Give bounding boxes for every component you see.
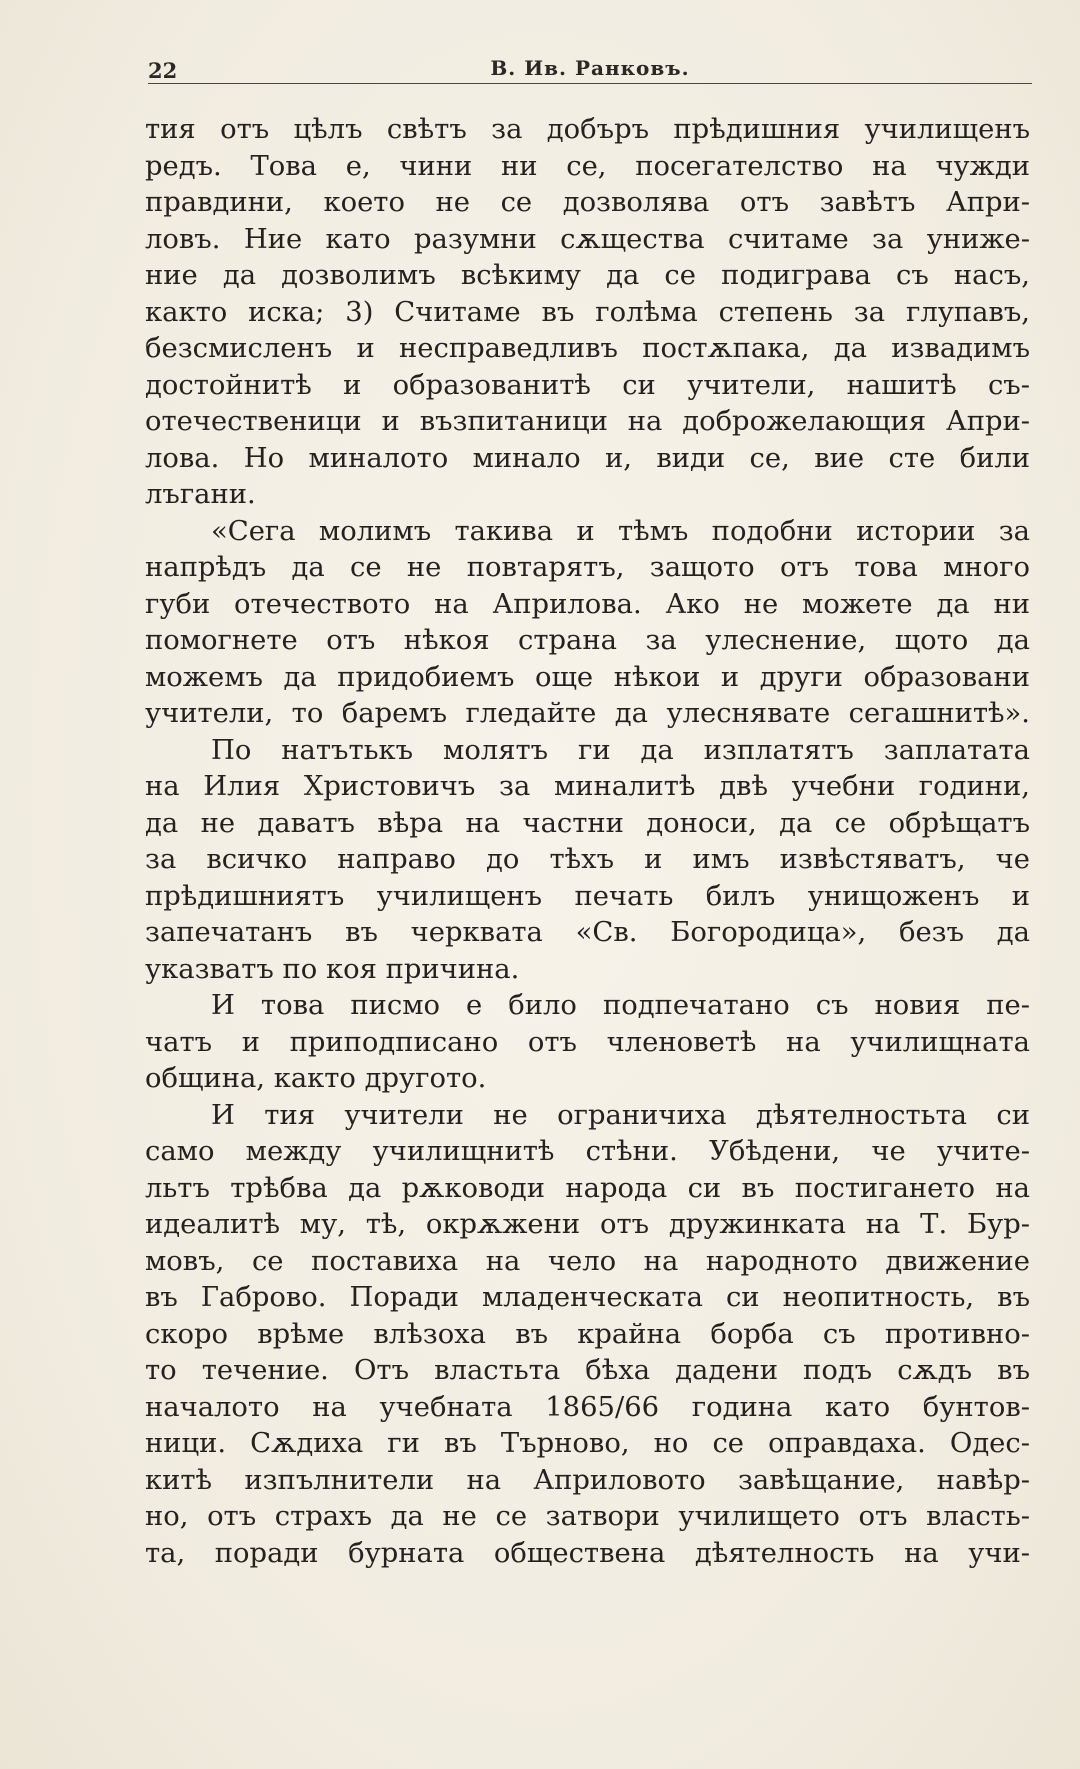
text-line: лова. Но миналото минало и, види се, вие сте били xyxy=(145,442,1030,474)
text-line: «Сега молимъ такива и тѣмъ подобни истории за xyxy=(211,515,1030,547)
running-head: В. Ив. Ранковъ. xyxy=(490,56,690,80)
text-line: китѣ изпълнители на Априловото завѣщание, навѣр- xyxy=(145,1464,1030,1496)
text-line: прѣдишниятъ училищенъ печать билъ унищоженъ и xyxy=(145,880,1030,912)
text-line: въ Габрово. Поради младенческата си неопитность, въ xyxy=(145,1282,1030,1313)
text-line: учители, то баремъ гледайте да улеснявате сегашнитѣ». xyxy=(145,698,1030,729)
text-line: ние да дозволимъ всѣкиму да се подиграва съ насъ, xyxy=(145,260,1030,291)
text-line: началото на учебната 1865/66 година като бунтов- xyxy=(145,1391,1030,1423)
text-line: редъ. Това е, чини ни се, посегателство на чужди xyxy=(145,150,1030,182)
text-line: идеалитѣ му, тѣ, окрѫжени отъ дружинката на Т. Бур- xyxy=(145,1209,1030,1240)
text-line: можемъ да придобиемъ още нѣкои и други образовани xyxy=(145,661,1030,693)
text-line: ловъ. Ние като разумни сѫщества считаме за униже- xyxy=(145,223,1030,255)
text-line: на Илия Христовичъ за миналитѣ двѣ учебни години, xyxy=(145,771,1030,802)
page-number: 22 xyxy=(148,58,178,83)
text-line: да не даватъ вѣра на частни доноси, да се обрѣщатъ xyxy=(145,807,1030,839)
text-line: безсмисленъ и несправедливъ постѫпака, да извадимъ xyxy=(145,333,1030,364)
text-line: правдини, което не се дозволява отъ завѣтъ Апри- xyxy=(145,187,1030,218)
text-line: указватъ по коя причина. xyxy=(145,953,520,985)
header-rule xyxy=(148,83,1032,84)
text-line: лъгани. xyxy=(145,479,256,510)
text-line: та, поради бурната обществена дѣятелность на учи- xyxy=(145,1537,1030,1569)
text-line: чатъ и приподписано отъ членоветѣ на училищната xyxy=(145,1026,1030,1058)
text-line: както иска; 3) Считаме въ голѣма степень за глупавъ, xyxy=(145,296,1030,328)
text-line: достойнитѣ и образованитѣ си учители, нашитѣ съ- xyxy=(145,369,1030,401)
text-line: губи отечеството на Априлова. Ако не можете да ни xyxy=(145,588,1030,620)
text-line: за всичко направо до тѣхъ и имъ извѣстяватъ, че xyxy=(145,844,1030,875)
body-text xyxy=(145,112,1030,1572)
text-line: И това писмо е било подпечатано съ новия пе- xyxy=(211,990,1030,1021)
text-line: тия отъ цѣлъ свѣтъ за добъръ прѣдишния училищенъ xyxy=(145,114,1030,145)
text-line: И тия учители не ограничиха дѣятелностьта си xyxy=(211,1099,1030,1131)
text-line: напрѣдъ да се не повтарятъ, защото отъ това много xyxy=(145,552,1030,583)
text-line: мовъ, се поставиха на чело на народното движение xyxy=(145,1245,1030,1277)
text-line: запечатанъ въ черквата «Св. Богородица», безъ да xyxy=(145,917,1030,948)
text-line: но, отъ страхъ да не се затвори училището отъ власть- xyxy=(145,1501,1030,1532)
text-line: помогнете отъ нѣкоя страна за улеснение, щото да xyxy=(145,625,1030,656)
text-line: то течение. Отъ властьта бѣха дадени подъ сѫдъ въ xyxy=(145,1355,1030,1386)
text-line: само между училищнитѣ стѣни. Убѣдени, че учите- xyxy=(145,1136,1030,1167)
text-line: По натътькъ молятъ ги да изплатятъ заплатата xyxy=(211,734,1030,766)
text-line: ници. Сѫдиха ги въ Търново, но се оправдаха. Одес- xyxy=(145,1428,1030,1459)
text-line: отечественици и възпитаници на доброжелающия Апри- xyxy=(145,406,1030,437)
text-line: льтъ трѣбва да рѫководи народа си въ постигането на xyxy=(145,1172,1030,1204)
text-line: община, както другото. xyxy=(145,1063,487,1094)
text-line: скоро врѣме влѣзоха въ крайна борба съ противно- xyxy=(145,1318,1030,1350)
